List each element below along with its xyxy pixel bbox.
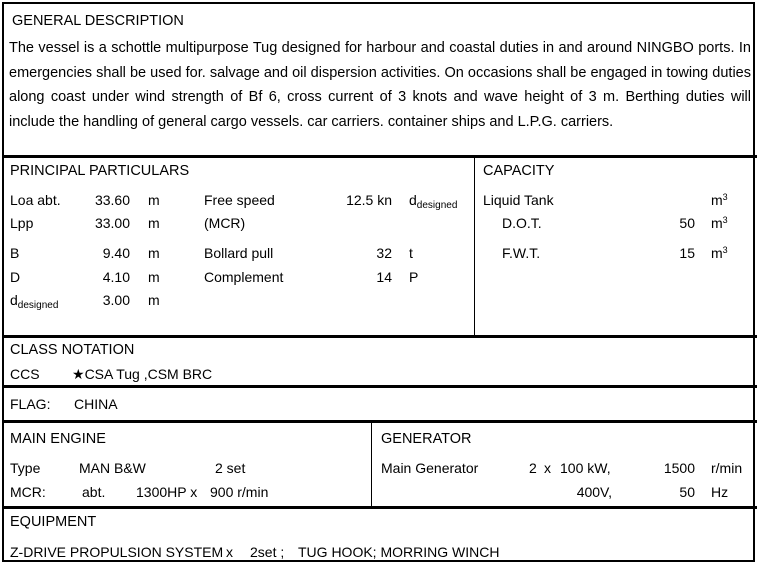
loa-label: Loa abt. xyxy=(10,192,61,208)
liquid-tank-unit-sup: 3 xyxy=(722,192,728,202)
divider-after-engine xyxy=(2,506,757,509)
engine-type-label: Type xyxy=(10,460,41,476)
capacity-heading: CAPACITY xyxy=(483,163,555,179)
generator-freq-value: 50 xyxy=(679,484,695,500)
dot-value: 50 xyxy=(679,215,695,231)
generator-label: Main Generator xyxy=(381,460,479,476)
loa-value: 33.60 xyxy=(94,192,130,208)
class-society: CCS xyxy=(10,366,40,382)
particulars-heading: PRINCIPAL PARTICULARS xyxy=(10,163,190,179)
equipment-x: x xyxy=(226,544,233,560)
general-description-text: The vessel is a schottle multipurpose Tug designed for harbour and coastal duties in and around NINGBO ports. In emergencies shall be used for. salvage and oil dispersion activities. On occasions shall be engaged in towing duties along coast under wind strength of Bf 6, cross current of 3 knots and wave height of 3 m. Berthing duties will include the handling of general cargo vessels. car carriers. container ships and L.P.G. carriers. xyxy=(9,40,751,130)
depth-label: D xyxy=(10,269,21,285)
divider-after-class xyxy=(2,385,757,388)
mcr-rpm: 900 r/min xyxy=(210,484,269,500)
dot-unit-sup: 3 xyxy=(722,215,728,225)
breadth-unit: m xyxy=(148,245,160,261)
class-notation-heading: CLASS NOTATION xyxy=(10,342,135,358)
star-icon: ★ xyxy=(72,366,85,382)
free-speed-unit xyxy=(409,191,457,212)
fwt-value: 15 xyxy=(679,245,695,261)
liquid-tank-label: Liquid Tank xyxy=(483,192,554,208)
flag-label: FLAG: xyxy=(10,396,51,412)
loa-unit: m xyxy=(148,192,160,208)
equipment-others: TUG HOOK; MORRING WINCH xyxy=(298,544,500,560)
fwt-unit-sup: 3 xyxy=(722,245,728,255)
depth-value: 4.10 xyxy=(102,269,130,285)
bollard-pull-unit: t xyxy=(409,245,413,261)
free-speed-unit-main: d xyxy=(409,192,417,208)
draft-unit: m xyxy=(148,292,160,308)
fwt-unit xyxy=(711,244,728,264)
lpp-unit: m xyxy=(148,215,160,231)
equipment-sets: 2set ; xyxy=(250,544,285,560)
mcr-label: MCR: xyxy=(10,484,46,500)
class-notation-text: CSA Tug ,CSM BRC xyxy=(84,366,213,382)
lpp-label: Lpp xyxy=(10,215,34,231)
engine-type-value: MAN B&W xyxy=(79,460,146,476)
generator-heading: GENERATOR xyxy=(381,431,472,447)
free-speed-unit-sub: designed xyxy=(416,200,458,211)
fwt-unit-main: m xyxy=(711,245,723,261)
generator-freq-unit: Hz xyxy=(711,484,729,500)
mcr-abt: abt. xyxy=(82,484,106,500)
mcr-power: 1300HP x xyxy=(136,484,198,500)
flag-value: CHINA xyxy=(74,396,118,412)
divider-particulars-capacity xyxy=(474,158,475,335)
generator-x: x xyxy=(544,460,551,476)
generator-rpm-unit: r/min xyxy=(711,460,743,476)
generator-power: 100 kW, xyxy=(560,460,611,476)
liquid-tank-unit xyxy=(711,191,728,211)
generator-rpm-value: 1500 xyxy=(663,460,695,476)
generator-voltage: 400V, xyxy=(576,484,612,500)
divider-after-flag xyxy=(2,420,757,423)
dot-unit-main: m xyxy=(711,215,723,231)
depth-unit: m xyxy=(148,269,160,285)
generator-count: 2 xyxy=(529,460,537,476)
draft-value: 3.00 xyxy=(102,292,130,308)
main-engine-heading: MAIN ENGINE xyxy=(10,431,106,447)
draft-label xyxy=(10,291,58,312)
complement-unit: P xyxy=(409,269,419,285)
lpp-value: 33.00 xyxy=(94,215,130,231)
general-heading: GENERAL DESCRIPTION xyxy=(12,13,184,29)
divider-after-particulars xyxy=(2,335,757,338)
complement-label: Complement xyxy=(204,269,284,285)
breadth-label: B xyxy=(10,245,20,261)
equipment-heading: EQUIPMENT xyxy=(10,514,97,530)
free-speed-value: 12.5 kn xyxy=(346,192,392,208)
class-notation-value xyxy=(72,365,212,383)
divider-engine-generator xyxy=(371,423,372,506)
dot-unit xyxy=(711,214,728,234)
bollard-pull-value: 32 xyxy=(376,245,392,261)
fwt-label: F.W.T. xyxy=(502,245,541,261)
draft-label-sub: designed xyxy=(17,300,59,311)
draft-label-main: d xyxy=(10,292,18,308)
dot-label: D.O.T. xyxy=(502,215,542,231)
complement-value: 14 xyxy=(376,269,392,285)
engine-sets: 2 set xyxy=(215,460,246,476)
liquid-tank-unit-main: m xyxy=(711,192,723,208)
divider-after-general xyxy=(2,155,757,158)
breadth-value: 9.40 xyxy=(102,245,130,261)
free-speed-label: Free speed xyxy=(204,192,275,208)
equipment-propulsion: Z-DRIVE PROPULSION SYSTEM xyxy=(10,544,224,560)
bollard-pull-label: Bollard pull xyxy=(204,245,274,261)
free-speed-mcr-label: (MCR) xyxy=(204,215,246,231)
